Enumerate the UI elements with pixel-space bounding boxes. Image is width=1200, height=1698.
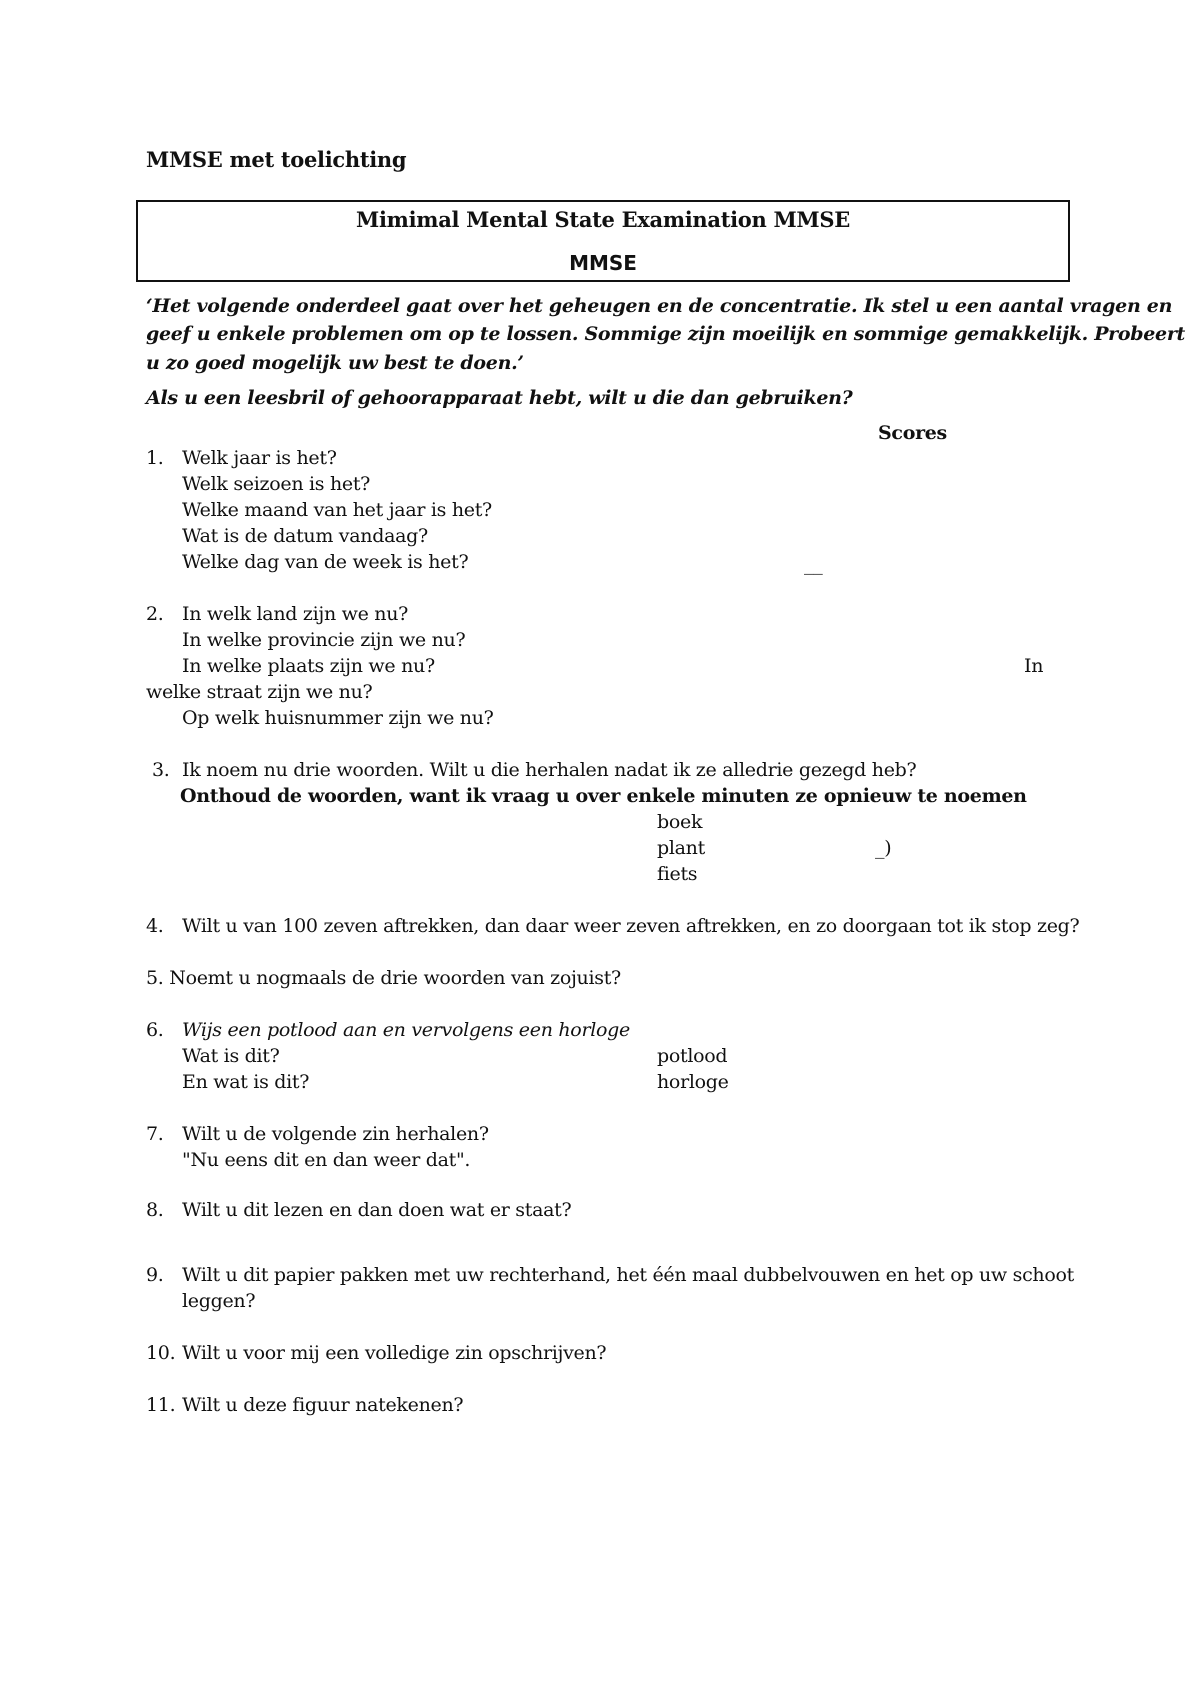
box-subtitle: MMSE xyxy=(569,251,637,275)
intro-line-3: u zo goed mogelijk uw best te doen.’ xyxy=(146,352,524,374)
q3-text: Ik noem nu drie woorden. Wilt u die herhalen nadat ik ze alledrie gezegd heb? xyxy=(182,759,917,781)
q1-score-mark: __ xyxy=(804,553,823,575)
q1-line: Welke dag van de week is het? xyxy=(182,551,469,573)
q2-line: In welke provincie zijn we nu? xyxy=(182,629,466,651)
q9-number: 9. xyxy=(146,1264,164,1286)
q4-text: Wilt u van 100 zeven aftrekken, dan daar weer zeven aftrekken, en zo doorgaan tot ik stop zeg? xyxy=(182,915,1080,937)
q3-score-mark: _) xyxy=(875,837,892,859)
q1-line: Welk jaar is het? xyxy=(182,447,337,469)
q6-number: 6. xyxy=(146,1019,164,1041)
title-box xyxy=(136,200,1070,282)
q1-line: Welk seizoen is het? xyxy=(182,473,371,495)
intro-line-1: ‘Het volgende onderdeel gaat over het geheugen en de concentratie. Ik stel u een aantal vragen en xyxy=(146,295,1173,317)
q6-answer: potlood xyxy=(657,1045,728,1067)
q1-number: 1. xyxy=(146,447,164,469)
q7-number: 7. xyxy=(146,1123,164,1145)
q10-text: Wilt u voor mij een volledige zin opschrijven? xyxy=(182,1342,607,1364)
box-title: Mimimal Mental State Examination MMSE xyxy=(356,207,850,232)
q6-instruction: Wijs een potlood aan en vervolgens een horloge xyxy=(182,1019,630,1041)
q3-bold-instruction: Onthoud de woorden, want ik vraag u over enkele minuten ze opnieuw te noemen xyxy=(180,785,1027,807)
q3-word: plant xyxy=(657,837,705,859)
q4-number: 4. xyxy=(146,915,164,937)
scores-header: Scores xyxy=(878,422,947,444)
q2-last-line: Op welk huisnummer zijn we nu? xyxy=(182,707,494,729)
q3-word: boek xyxy=(657,811,703,833)
q8-text: Wilt u dit lezen en dan doen wat er staat? xyxy=(182,1199,572,1221)
q2-number: 2. xyxy=(146,603,164,625)
q7-text: Wilt u de volgende zin herhalen? xyxy=(182,1123,489,1145)
q6-answer: horloge xyxy=(657,1071,729,1093)
q2-line: In welke plaats zijn we nu? xyxy=(182,655,435,677)
intro-line-4: Als u een leesbril of gehoorapparaat hebt, wilt u die dan gebruiken? xyxy=(146,387,853,409)
q3-number: 3. xyxy=(152,759,170,781)
q6-line: En wat is dit? xyxy=(182,1071,310,1093)
intro-line-2: geef u enkele problemen om op te lossen. Sommige zijn moeilijk en sommige gemakkelijk. Probeert xyxy=(146,323,1186,345)
q6-line: Wat is dit? xyxy=(182,1045,280,1067)
q8-number: 8. xyxy=(146,1199,164,1221)
q1-line: Wat is de datum vandaag? xyxy=(182,525,428,547)
q2-wrap-rest: welke straat zijn we nu? xyxy=(146,681,373,703)
q11-text: Wilt u deze figuur natekenen? xyxy=(182,1394,464,1416)
q9-text: Wilt u dit papier pakken met uw rechterhand, het één maal dubbelvouwen en het op uw schoot xyxy=(182,1264,1074,1286)
document-heading: MMSE met toelichting xyxy=(146,147,407,172)
q10-number: 10. xyxy=(146,1342,176,1364)
q1-line: Welke maand van het jaar is het? xyxy=(182,499,492,521)
q9-text-continued: leggen? xyxy=(182,1290,256,1312)
q3-word: fiets xyxy=(657,863,698,885)
q7-quote: "Nu eens dit en dan weer dat". xyxy=(182,1149,471,1171)
q2-line: In welk land zijn we nu? xyxy=(182,603,409,625)
q2-wrap-start: In xyxy=(1024,655,1044,677)
q11-number: 11. xyxy=(146,1394,176,1416)
q5-text: 5. Noemt u nogmaals de drie woorden van zojuist? xyxy=(146,967,621,989)
